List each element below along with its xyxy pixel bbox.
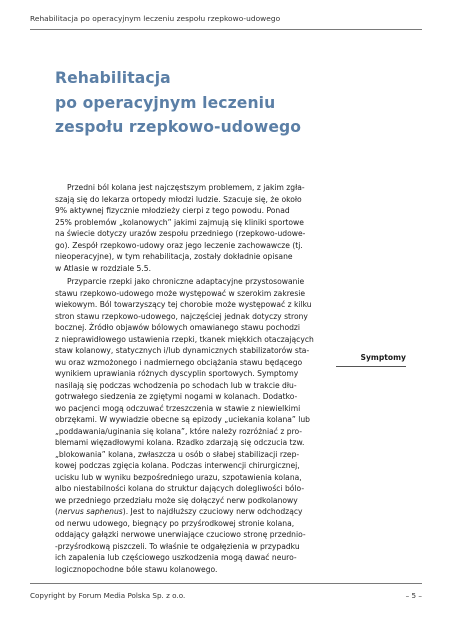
title-line: Rehabilitacja (55, 69, 171, 87)
margin-note-underline (336, 366, 406, 367)
text-line: „poddawania/uginania się kolana”, które należy rozróżniać z pro- (55, 426, 303, 436)
text-line: na świecie dotyczy urazów zespołu przedniego (rzepkowo-udowe- (55, 229, 306, 238)
text-line: oddający gałązki nerwowe unerwiające czuciowo stronę przednio- (55, 530, 306, 539)
paragraph-intro (55, 182, 331, 274)
text-line: blemami więzadłowymi kolana. Rzadko zdarzają się odczucia tzw. (55, 438, 305, 447)
text-line: staw kolanowy, statycznych i/lub dynamicznych stabilizatorów sta- (55, 346, 310, 355)
text-line: -przyśrodkową piszczeli. To właśnie te odgałęzienia w przypadku (55, 541, 300, 551)
text-line: wiekowym. Ból towarzyszący tej chorobie może występować z kilku (55, 300, 312, 309)
text-line: kowej podczas zgięcia kolana. Podczas interwencji chirurgicznej, (55, 461, 300, 470)
chapter-title (55, 66, 395, 140)
text-line: wo pacjenci mogą odczuwać trzeszczenia w stawie z niewielkimi (55, 403, 301, 413)
paragraph-symptoms (55, 276, 331, 575)
text-line: Przyparcie rzepki jako chroniczne adaptacyjne przystosowanie (67, 277, 305, 286)
text-line: albo niestabilności kolana do struktur dających dolegliwości bólo- (55, 484, 305, 493)
text-line: szają się do lekarza ortopedy młodzi ludzie. Szacuje się, że około (55, 194, 302, 204)
margin-note-symptoms: Symptomy (360, 353, 406, 362)
title-line: po operacyjnym leczeniu (55, 93, 276, 112)
text-line: (nervus saphenus). Jest to najdłuższy czuciowy nerw odchodzący (55, 507, 303, 516)
footer-divider (30, 583, 422, 584)
text-line: stron stawu rzepkowo-udowego, najczęściej jednak dotyczy strony (55, 311, 308, 321)
text-line: ich zapalenia lub częściowego uszkodzenia mogą dawać neuro- (55, 553, 297, 562)
text-line: stawu rzepkowo-udowego może występować w szerokim zakresie (55, 288, 306, 298)
text-line: go). Zespół rzepkowo-udowy oraz jego leczenie zachowawcze (tj. (55, 240, 303, 250)
text-line: bocznej. Źródło objawów bólowych omawianego stawu pochodzi (55, 323, 301, 332)
text-line: wu oraz wzmożonego i nadmiernego obciążania stawu będącego (55, 357, 303, 367)
text-line: gotrwałego siedzenia ze zgiętymi nogami w kolanach. Dodatko- (55, 392, 298, 401)
footer-copyright: Copyright by Forum Media Polska Sp. z o.o. (30, 591, 186, 600)
text-line: 9% aktywnej fizycznie młodzieży cierpi z tego powodu. Ponad (55, 206, 290, 215)
header-divider (30, 29, 422, 30)
text-line: „blokowania” kolana, zwłaszcza u osób o słabej stabilizacji rzep- (55, 449, 300, 459)
text-line: logicznopochodne bóle stawu kolanowego. (55, 564, 218, 574)
page-number: – 5 – (405, 591, 422, 600)
text-line: w Atlasie w rozdziale 5.5. (55, 263, 152, 273)
running-header: Rehabilitacja po operacyjnym leczeniu zespołu rzepkowo-udowego (30, 14, 281, 23)
text-line: nasilają się podczas wchodzenia po schodach lub w trakcie dłu- (55, 380, 297, 390)
text-line: 25% problemów „kolanowych” jakimi zajmują się kliniki sportowe (55, 217, 304, 227)
text-line: od nerwu udowego, biegnący po przyśrodkowej stronie kolana, (55, 518, 295, 528)
text-line: wynikiem uprawiania różnych dyscyplin sportowych. Symptomy (55, 369, 299, 378)
text-line: nieoperacyjne), w tym rehabilitacja, zostały dokładnie opisane (55, 252, 293, 261)
text-line: ucisku lub w wyniku bezpośredniego urazu, szpotawienia kolana, (55, 472, 302, 482)
text-line: obrzękami. W wywiadzie obecne są epizody „uciekania kolana” lub (55, 415, 311, 424)
title-line: zespołu rzepkowo-udowego (55, 118, 302, 136)
text-line: z nieprawidłowego ustawienia rzepki, tkanek miękkich otaczających (55, 334, 314, 344)
text-line: Przedni ból kolana jest najczęstszym problemem, z jakim zgła- (67, 183, 305, 192)
text-line: we przedniego przedziału może się dołączyć nerw podkolanowy (55, 495, 298, 505)
